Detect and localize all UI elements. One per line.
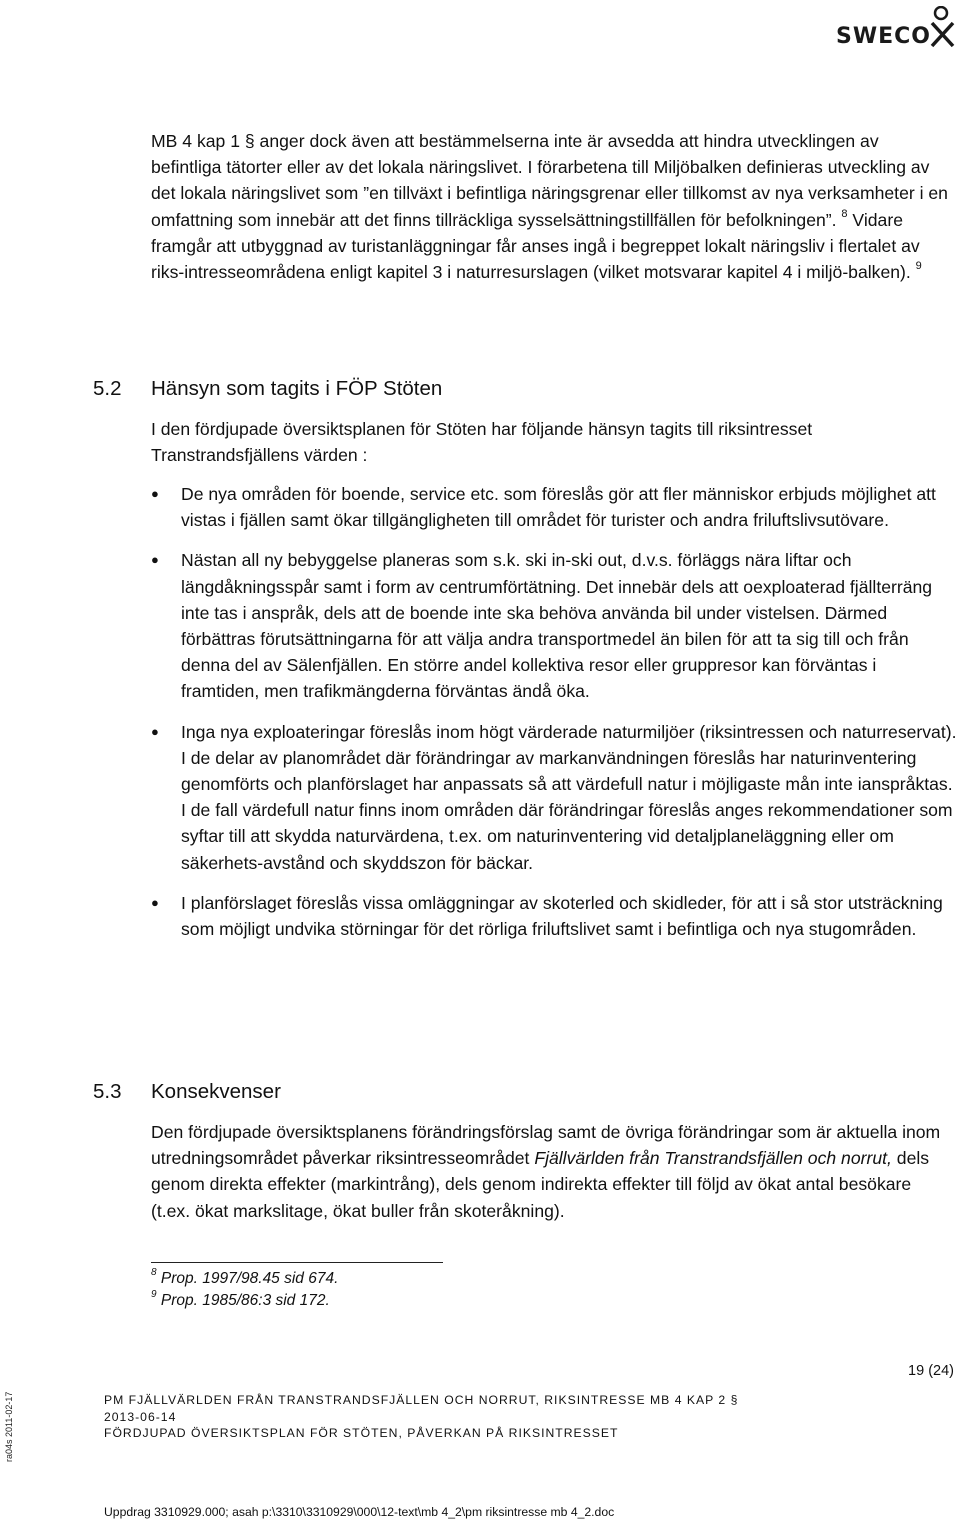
intro-paragraph	[151, 128, 951, 285]
list-item-text: Inga nya exploateringar föreslås inom högt värderade naturmiljöer (riksintressen och naturreservat). I de delar av planområdet där förändringar av markanvändningen föreslås har naturinventering genomförts och planförslaget har anpassats så att värdefull natur i möjligaste mån inte ianspråktas. I de fall värdefull natur finns inom områden där förändringar föreslås anges rekommendationer som syftar till att skydda naturvärdena, t.ex. om naturinventering vid detaljplaneläggning eller om säkerhets-avstånd och skyddszon för bäckar.	[181, 721, 957, 873]
list-item-text: I planförslaget föreslås vissa omläggningar av skoterled och skidleder, för att i så stor utsträckning som möjligt undvika störningar för det rörliga friluftslivet samt i befintliga och nya stugområden.	[181, 892, 943, 940]
paragraph-text: Den fördjupade översiktsplanens förändringsförslag samt de övriga förändringar som är aktuella inom utredningsområdet påverkar riksintresseområdet	[151, 1122, 941, 1169]
footnote-8	[151, 1266, 339, 1289]
footnote-ref-8[interactable]: 8	[841, 207, 848, 220]
section-title: Hänsyn som tagits i FÖP Stöten	[151, 377, 443, 400]
list-item-text: De nya områden för boende, service etc. som föreslås gör att fler människor erbjuds möjlighet att vistas i fjällen samt ökar tillgängligheten till området för turister och andra friluftslivsutövare.	[181, 484, 936, 531]
bullet-icon: ●	[151, 486, 159, 501]
hansyn-list	[151, 481, 957, 956]
section-title: Konsekvenser	[151, 1080, 281, 1103]
template-code: ra04s 2011-02-17	[4, 1391, 14, 1462]
footnote-text: Prop. 1997/98.45 sid 674.	[160, 1270, 339, 1287]
bullet-icon: ●	[151, 552, 159, 568]
footer-project: FÖRDJUPAD ÖVERSIKTSPLAN FÖR STÖTEN, PÅVERKAN PÅ RIKSINTRESSET	[104, 1426, 619, 1440]
intro-text-part2: Vidare framgår att utbyggnad av turistanläggningar får anses ingå i begreppet lokalt näringsliv i flertalet av riks-intresseområdena enligt kapitel 3 i naturresurslagen (vilket motsvarar kapitel 4 i miljö-balken).	[151, 209, 920, 283]
section-5-3-paragraph	[151, 1119, 941, 1224]
section-number: 5.2	[93, 377, 122, 400]
footnote-text: Prop. 1985/86:3 sid 172.	[160, 1292, 330, 1309]
footer-doc-title: PM FJÄLLVÄRLDEN FRÅN TRANSTRANDSFJÄLLEN OCH NORRUT, RIKSINTRESSE MB 4 KAP 2 §	[104, 1393, 739, 1407]
page-number: 19 (24)	[908, 1363, 954, 1379]
section-heading-5-3	[93, 1079, 693, 1105]
sweco-logo	[836, 6, 960, 52]
list-item	[151, 547, 957, 704]
intro-text-part1: MB 4 kap 1 § anger dock även att bestämmelserna inte är avsedda att hindra utvecklingen av befintliga tätorter eller av det lokala näringslivet. I förarbetena till Miljöbalken definieras utveckling av det lokala näringslivet som ”en tillväxt i befintliga näringsgrenar eller tillkomst av nya verksamheter i en omfattning som innebär att det finns tillräckliga sysselsättningstillfällen för befolkningen”.	[151, 131, 948, 230]
list-item	[151, 481, 957, 533]
section-5-2-lead: I den fördjupade översiktsplanen för Stöten har följande hänsyn tagits till riksintresset Transtrandsfjällens värden :	[151, 419, 813, 466]
footnote-9	[151, 1288, 330, 1311]
section-heading-5-2	[93, 376, 693, 402]
list-item-text: Nästan all ny bebyggelse planeras som s.k. ski in-ski out, d.v.s. förläggs nära liftar och längdåkningsspår samt i form av centrumförtätning. Det innebär dels att oexploaterad fjällterräng inte tas i anspråk, dels att de boende inte ska behöva använda bil under vistelsen. Därmed förbättras förutsättningarna för att välja andra transportmedel än bilen för att ta sig till och från denna del av Sälenfjällen. En större andel kollektiva resor eller gruppresor kan förväntas i framtiden, men trafikmängderna förväntas ändå öka.	[181, 550, 933, 702]
footnote-number: 8	[151, 1266, 157, 1278]
paragraph-text: dels genom direkta effekter (markintrång), dels genom indirekta effekter till följd av ökat antal besökare (t.ex. ökat markslitage, ökat buller från skoteråkning).	[151, 1148, 930, 1221]
section-number: 5.3	[93, 1080, 122, 1103]
footnote-ref-9[interactable]: 9	[915, 260, 922, 273]
bullet-icon: ●	[151, 894, 159, 910]
list-item	[151, 719, 957, 876]
italic-area-name: Fjällvärlden från Transtrandsfjällen och norrut,	[534, 1148, 892, 1169]
footnote-divider	[151, 1262, 443, 1263]
footnote-number: 9	[151, 1288, 157, 1300]
logo-text: SWECO	[836, 24, 931, 49]
footer-date: 2013-06-14	[104, 1410, 177, 1424]
bullet-icon: ●	[151, 723, 159, 739]
list-item	[151, 890, 957, 942]
sweco-mark-icon	[928, 6, 958, 48]
footer-file-path: Uppdrag 3310929.000; asah p:\3310\3310929\000\12-text\mb 4_2\pm riksintresse mb 4_2.doc	[104, 1505, 615, 1519]
